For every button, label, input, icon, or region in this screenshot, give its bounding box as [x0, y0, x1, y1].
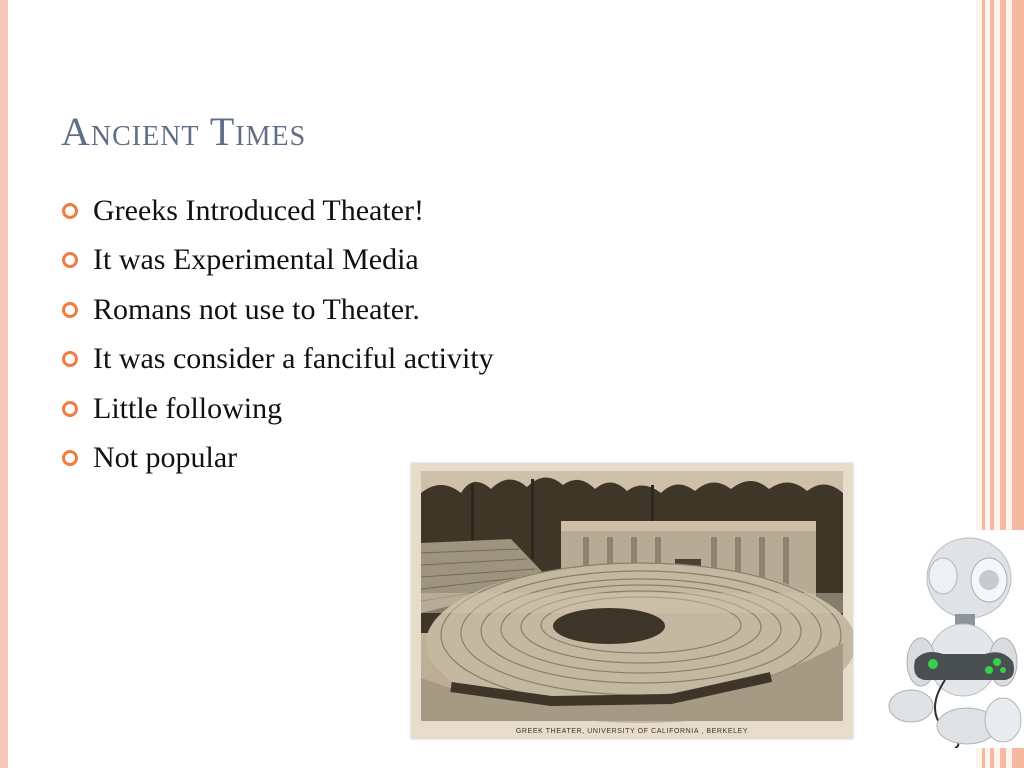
circle-bullet-icon — [62, 401, 78, 417]
robot-gamer-image — [885, 530, 1024, 748]
robot-icon — [885, 530, 1024, 748]
greek-theater-photo — [411, 463, 853, 739]
photo-caption: GREEK THEATER, UNIVERSITY OF CALIFORNIA , BERKELEY — [515, 728, 749, 735]
list-item: It was consider a fanciful activity — [62, 335, 702, 385]
list-item: Romans not use to Theater. — [62, 285, 702, 335]
list-item: Little following — [62, 384, 702, 434]
circle-bullet-icon — [62, 351, 78, 367]
list-item: It was Experimental Media — [62, 236, 702, 286]
list-item: Greeks Introduced Theater! — [62, 186, 702, 236]
slide-title: Ancient Times — [61, 109, 307, 154]
list-item: Not popular — [62, 434, 702, 484]
left-border-decoration — [0, 0, 8, 768]
circle-bullet-icon — [62, 252, 78, 268]
circle-bullet-icon — [62, 302, 78, 318]
bullet-list — [62, 186, 702, 483]
theater-illustration — [411, 463, 853, 739]
circle-bullet-icon — [62, 450, 78, 466]
circle-bullet-icon — [62, 203, 78, 219]
